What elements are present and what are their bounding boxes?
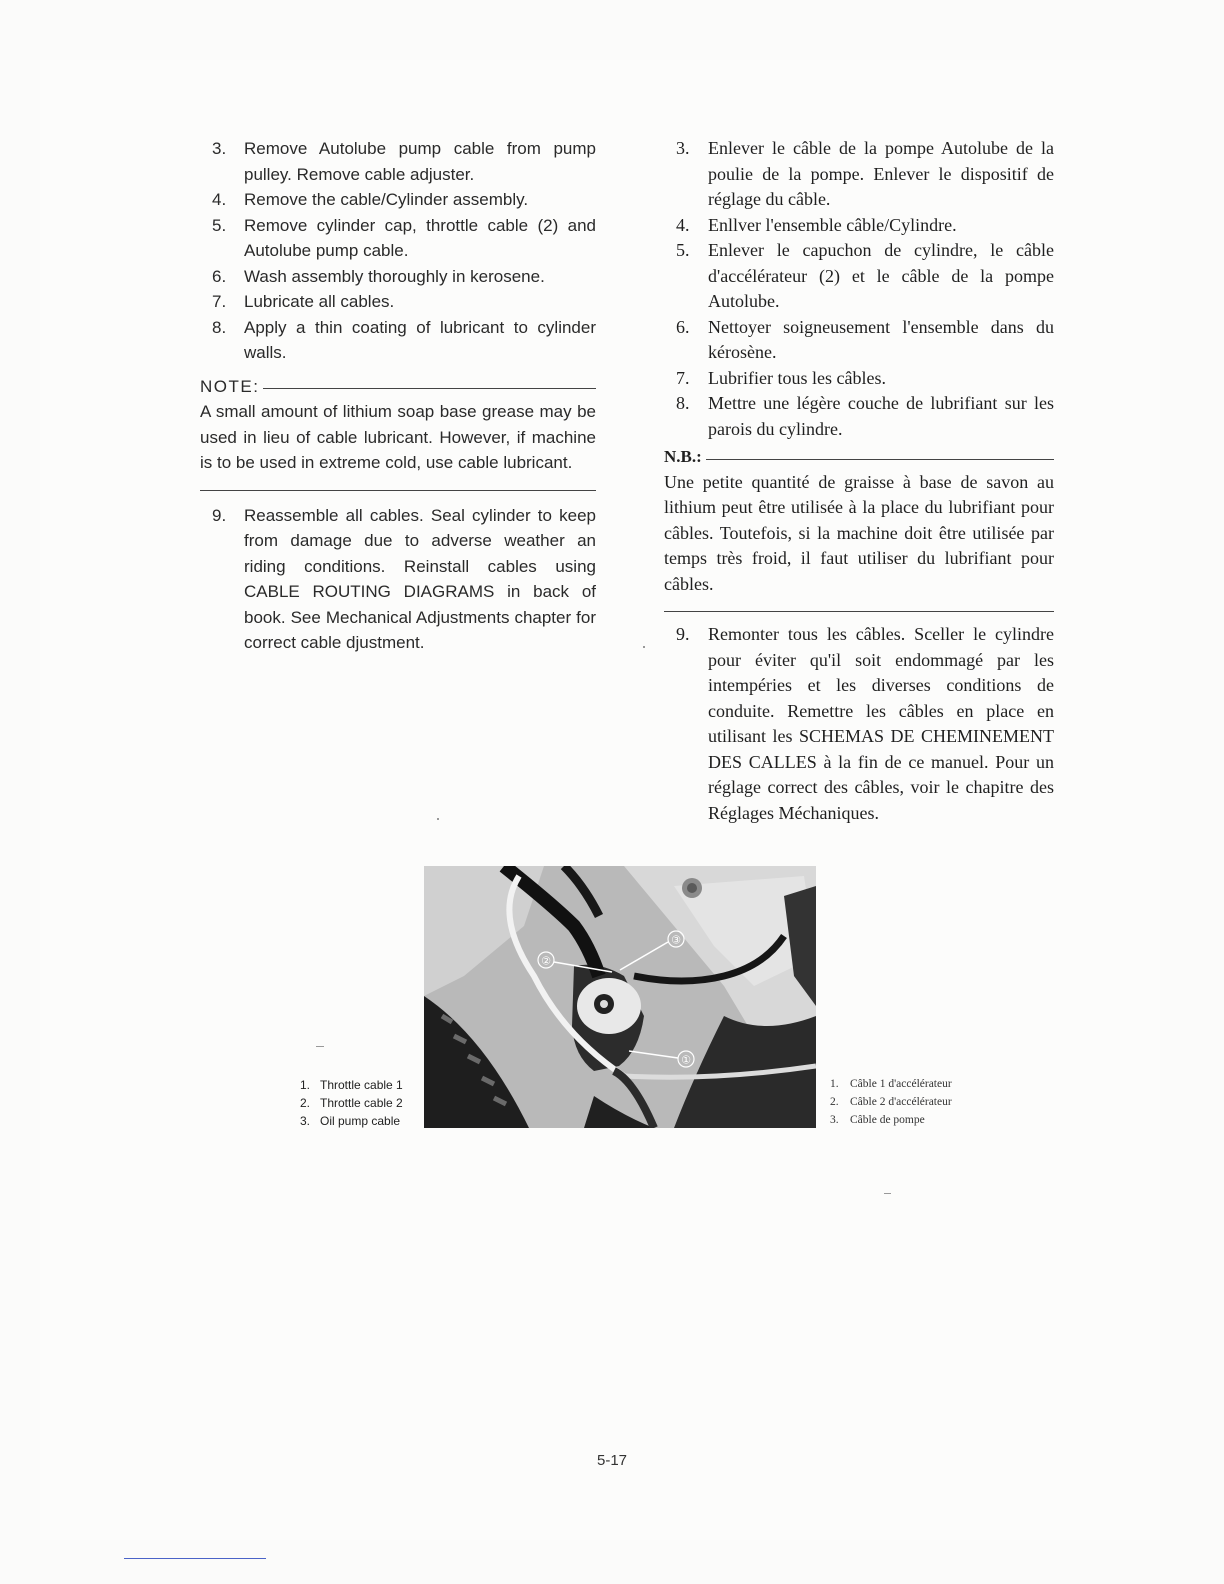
step-number: 4. [676, 214, 690, 235]
note-label: NOTE: [200, 376, 260, 396]
caption-line [830, 1075, 952, 1093]
cable-photo [424, 866, 816, 1128]
french-steps-list-continued [664, 622, 1054, 826]
step-number: 3. [676, 138, 690, 158]
note-rule [706, 459, 1054, 460]
step-number: 8. [676, 393, 690, 413]
step-number: 4. [212, 190, 227, 209]
note-text: Une petite quantité de graisse à base de savon au lithium peut être utilisée à la place du lubrifiant pour câbles. Toutefois, si la machine doit être utilisée par temps très froid, il faut utiliser du lubrifiant pour câbles. [664, 471, 1054, 594]
step-text: Lubrifier tous les câbles. [708, 367, 886, 388]
note-label: N.B.: [664, 447, 702, 466]
step-text: Remove Autolube pump cable from pump pulley. Remove cable adjuster. [244, 139, 596, 184]
step-number: 9. [212, 505, 227, 525]
step-text: Enllver l'ensemble câble/Cylindre. [708, 214, 957, 235]
caption-french [830, 1075, 952, 1129]
scan-speck [643, 646, 645, 648]
list-item [200, 264, 596, 290]
caption-line [300, 1094, 403, 1112]
list-item [664, 136, 1054, 213]
footer-underline [124, 1558, 266, 1559]
caption-number: 3. [300, 1114, 311, 1128]
caption-line [830, 1093, 952, 1111]
caption-number: 1. [830, 1078, 839, 1090]
step-number: 7. [212, 292, 227, 311]
caption-text: Câble 2 d'accélérateur [850, 1096, 952, 1108]
step-number: 5. [212, 215, 227, 235]
step-number: 8. [212, 317, 227, 337]
french-column [664, 136, 1054, 826]
step-number: 5. [676, 240, 690, 260]
note-heading [664, 444, 1054, 470]
caption-line [830, 1111, 952, 1129]
callout-label: ③ [671, 933, 681, 947]
list-item [664, 315, 1054, 366]
page-number: 5-17 [596, 1452, 628, 1469]
list-item [200, 289, 596, 315]
step-text: Remove cylinder cap, throttle cable (2) and Autolube pump cable. [244, 215, 596, 260]
scan-speck [884, 1193, 891, 1194]
step-text: Enlever le câble de la pompe Autolube de la poulie de la pompe. Enlever le dispositif de réglage du câble. [708, 138, 1054, 209]
list-item [200, 503, 596, 656]
list-item [664, 391, 1054, 442]
note-end-rule [200, 490, 596, 491]
list-item [200, 213, 596, 264]
cable-photo-illustration [424, 866, 816, 1128]
caption-text: Throttle cable 2 [320, 1096, 403, 1110]
french-steps-list [664, 136, 1054, 442]
step-number: 7. [676, 367, 690, 388]
caption-text: Câble de pompe [850, 1114, 925, 1126]
step-text: Lubricate all cables. [244, 292, 395, 311]
step-text: Apply a thin coating of lubricant to cylinder walls. [244, 317, 596, 362]
note-heading [200, 374, 596, 400]
callout-label: ① [681, 1053, 691, 1067]
list-item [664, 213, 1054, 239]
list-item [664, 622, 1054, 826]
note-text: A small amount of lithium soap base grease may be used in lieu of cable lubricant. However, if machine is to be used in extreme cold, use cable lubricant. [200, 402, 596, 472]
step-text: Remonter tous les câbles. Sceller le cylindre pour éviter qu'il soit endommagé par les intempéries et les diverses conditions de conduite. Remettre les câbles en place en utilisant les SCHEMAS DE CHEMINEMENT DES CALLES à la fin de ce manuel. Pour un réglage correct des câbles, voir le chapitre des Réglages Méchaniques. [708, 624, 1054, 823]
english-steps-list-continued [200, 503, 596, 656]
step-text: Enlever le capuchon de cylindre, le câble d'accélérateur (2) et le câble de la pompe Autolube. [708, 240, 1054, 311]
caption-number: 1. [300, 1078, 311, 1092]
callout-label: ② [541, 954, 551, 968]
english-steps-list [200, 136, 596, 366]
list-item [200, 187, 596, 213]
note-rule [263, 388, 596, 389]
caption-number: 3. [830, 1114, 839, 1126]
caption-number: 2. [830, 1096, 839, 1108]
caption-line [300, 1112, 403, 1130]
caption-number: 2. [300, 1096, 311, 1110]
step-number: 3. [212, 139, 227, 158]
step-text: Reassemble all cables. Seal cylinder to keep from damage due to adverse weather an riding conditions. Reinstall cables using CABLE ROUTING DIAGRAMS in back of book. See Mechanical Adjustments chapter for correct cable djustment. [244, 505, 596, 652]
list-item [200, 136, 596, 187]
caption-text: Câble 1 d'accélérateur [850, 1078, 952, 1090]
caption-text: Throttle cable 1 [320, 1078, 403, 1092]
list-item [200, 315, 596, 366]
caption-text: Oil pump cable [320, 1114, 401, 1128]
caption-line [300, 1076, 403, 1094]
step-text: Wash assembly thoroughly in kerosene. [244, 266, 545, 286]
scan-speck [437, 818, 439, 820]
english-column [200, 136, 596, 656]
note-end-rule [664, 611, 1054, 612]
step-number: 6. [212, 266, 227, 286]
step-text: Remove the cable/Cylinder assembly. [244, 190, 529, 209]
step-text: Mettre une légère couche de lubrifiant sur les parois du cylindre. [708, 393, 1054, 439]
step-number: 6. [676, 316, 690, 337]
step-number: 9. [676, 624, 690, 644]
list-item [664, 238, 1054, 315]
list-item [664, 366, 1054, 392]
scan-speck [316, 1046, 324, 1047]
caption-english [300, 1076, 403, 1130]
step-text: Nettoyer soigneusement l'ensemble dans du kérosène. [708, 316, 1054, 362]
